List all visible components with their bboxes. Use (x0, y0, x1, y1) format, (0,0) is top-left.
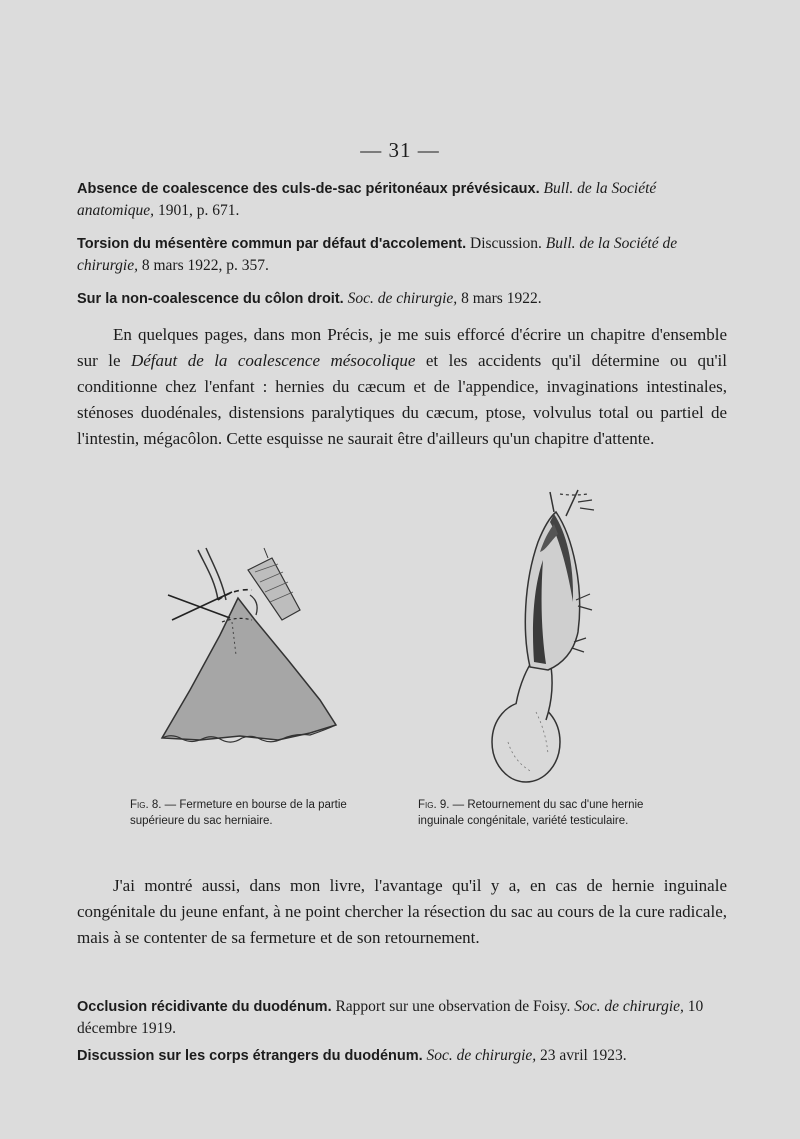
bibliography-entry (77, 178, 727, 221)
entry-reference: 8 mars 1922. (461, 290, 542, 307)
entry-title: Torsion du mésentère commun par défaut d'accolement. (77, 236, 467, 252)
bibliography-entry (77, 1045, 727, 1067)
entry-journal: Bull. de (545, 235, 595, 252)
page-number: — 31 — (360, 138, 440, 162)
emphasized-text: Défaut de la coalescence mésocolique (130, 351, 416, 370)
figure-label: Fig. 9. (418, 799, 450, 811)
figure-label: Fig. 8. (130, 799, 162, 811)
entry-journal: Bull. de (543, 180, 592, 197)
entry-note: Discussion. (470, 235, 542, 252)
body-paragraph: En quelques pages, dans mon Précis, je me suis efforcé d'écrire un chapitre d'ensemble sur le Défaut de la coalescence mésocolique et les accidents qu'il détermine ou qu'il conditionne chez l'enfant : hernies du cæcum et de l'appendice, invaginations intestinales, sténoses duodénales, distensions paralytiques du cæcum, ptose, volvulus total ou partiel de l'intestin, mégacôlon. Cette esquisse ne saurait être d'ailleurs qu'un chapitre d'attente. (77, 325, 728, 448)
body-paragraph: J'ai montré aussi, dans mon livre, l'avantage qu'il y a, en cas de hernie inguinale congénitale du jeune enfant, à ne point chercher la résection du sac au cours de la cure radicale, mais à se contenter de sa fermeture et de son retournement. (77, 876, 727, 947)
entry-reference: 10 décembre 1919. (77, 998, 704, 1037)
entry-title: Sur la non-coalescence du côlon droit. (77, 291, 344, 307)
bibliography-entry (77, 996, 727, 1039)
entry-journal: la Société de chirurgie, (77, 235, 678, 274)
bibliography-entry (77, 233, 727, 276)
figure-9-caption: Fig. 9. — Retournement du sac d'une hernie inguinale congénitale, variété testiculaire. (418, 799, 644, 827)
entry-title: Occlusion récidivante du duodénum. (77, 999, 332, 1015)
figure-9-illustration (488, 482, 603, 787)
entry-title: Absence de coalescence des culs-de-sac péritonéaux prévésicaux. (77, 181, 540, 197)
entry-journal: Soc. de chirurgie, (426, 1047, 537, 1064)
entry-title: Discussion sur les corps étrangers du duodénum. (77, 1048, 423, 1064)
figure-8-illustration (160, 540, 350, 745)
figure-8-caption: Fig. 8. — Fermeture en bourse de la partie supérieure du sac herniaire. (130, 799, 347, 827)
entry-note: Rapport sur une observation de Foisy. (335, 998, 571, 1015)
entry-journal: la Société anatomique, (77, 180, 657, 219)
entry-reference: 23 avril 1923. (540, 1047, 627, 1064)
entry-reference: 8 mars 1922, p. 357. (141, 257, 269, 274)
entry-journal: de chirurgie, (604, 998, 684, 1015)
entry-reference: 1901, p. 671. (157, 202, 240, 219)
entry-journal: Soc. (574, 998, 601, 1015)
bibliography-entry (77, 288, 727, 310)
entry-journal: Soc. de chirurgie, (347, 290, 458, 307)
